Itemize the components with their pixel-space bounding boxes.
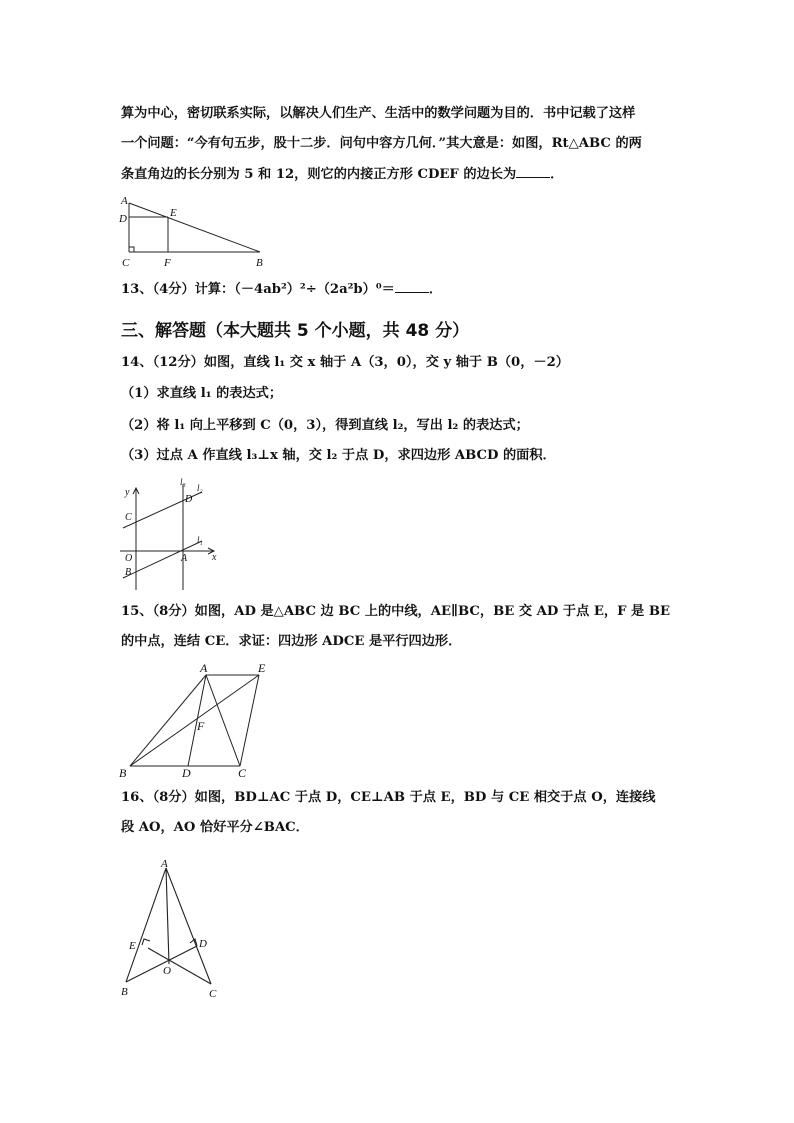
label-l3: l₃	[180, 477, 186, 487]
label-F: F	[197, 719, 205, 733]
problem14-stem: 14、（12分）如图，直线 l₁ 交 x 轴于 A（3，0），交 y 轴于 B（0，－2）	[121, 355, 569, 370]
label-C: C	[209, 988, 217, 1000]
problem15-line2: 的中点，连结 CE．求证：四边形 ADCE 是平行四边形．	[121, 634, 462, 649]
label-F: F	[164, 257, 171, 269]
label-O: O	[163, 965, 171, 977]
problem12-line1: 算为中心，密切联系实际，以解决人们生产、生活中的数学问题为目的．书中记载了这样	[121, 106, 636, 121]
label-A: A	[121, 195, 128, 207]
answer-blank-13	[395, 280, 429, 293]
label-E: E	[258, 661, 266, 675]
label-A: A	[161, 858, 168, 870]
problem14-q3: （3）过点 A 作直线 l₃⊥x 轴，交 l₂ 于点 D，求四边形 ABCD 的面积．	[121, 448, 556, 463]
figure-problem14	[120, 478, 230, 588]
figure-problem16	[115, 855, 235, 1005]
problem14-q1: （1）求直线 l₁ 的表达式；	[121, 386, 283, 401]
label-B: B	[119, 766, 127, 780]
figure-problem12	[115, 195, 275, 275]
figure-problem15	[115, 660, 275, 780]
label-l2: l₂	[197, 483, 203, 493]
label-E: E	[170, 207, 177, 219]
label-D: D	[185, 494, 193, 505]
problem12-line3	[121, 165, 563, 185]
label-y: y	[125, 487, 130, 498]
problem13-text: 13、（4分）计算：（－4ab²）²÷（2a²b）⁰＝	[121, 282, 395, 297]
problem13	[121, 280, 442, 300]
label-A: A	[181, 553, 188, 564]
problem12-line3-text: 条直角边的长分别为 5 和 12，则它的内接正方形 CDEF 的边长为	[121, 167, 517, 182]
problem15-line1: 15、（8分）如图，AD 是△ABC 边 BC 上的中线，AE∥BC，BE 交 AD 于点 E，F 是 BE	[121, 604, 671, 619]
label-x: x	[212, 552, 217, 563]
label-B: B	[125, 567, 132, 578]
problem12-line2: 一个问题：“今有句五步，股十二步．问句中容方几何．”其大意是：如图，Rt△ABC 的两	[121, 136, 642, 151]
label-C: C	[122, 257, 130, 269]
label-A: A	[200, 661, 208, 675]
problem13-end: ．	[428, 282, 442, 297]
section-title: 三、解答题（本大题共 5 个小题，共 48 分）	[121, 321, 470, 341]
label-C: C	[238, 766, 247, 780]
problem16-line1: 16、（8分）如图，BD⊥AC 于点 D，CE⊥AB 于点 E，BD 与 CE 相交于点 O，连接线	[121, 790, 656, 805]
label-B: B	[256, 257, 263, 269]
label-D: D	[119, 213, 127, 225]
problem14-q2: （2）将 l₁ 向上平移到 C（0，3），得到直线 l₂，写出 l₂ 的表达式；	[121, 418, 529, 433]
label-D: D	[182, 766, 191, 780]
label-l1: l₁	[197, 535, 203, 545]
problem16-line2: 段 AO，AO 恰好平分∠BAC．	[121, 820, 309, 835]
answer-blank-12	[516, 165, 550, 178]
problem12-line3-end: ．	[550, 167, 564, 182]
label-C: C	[125, 512, 132, 523]
label-O: O	[125, 553, 133, 564]
label-B: B	[121, 986, 128, 998]
label-E: E	[129, 940, 136, 952]
label-D: D	[199, 938, 207, 950]
